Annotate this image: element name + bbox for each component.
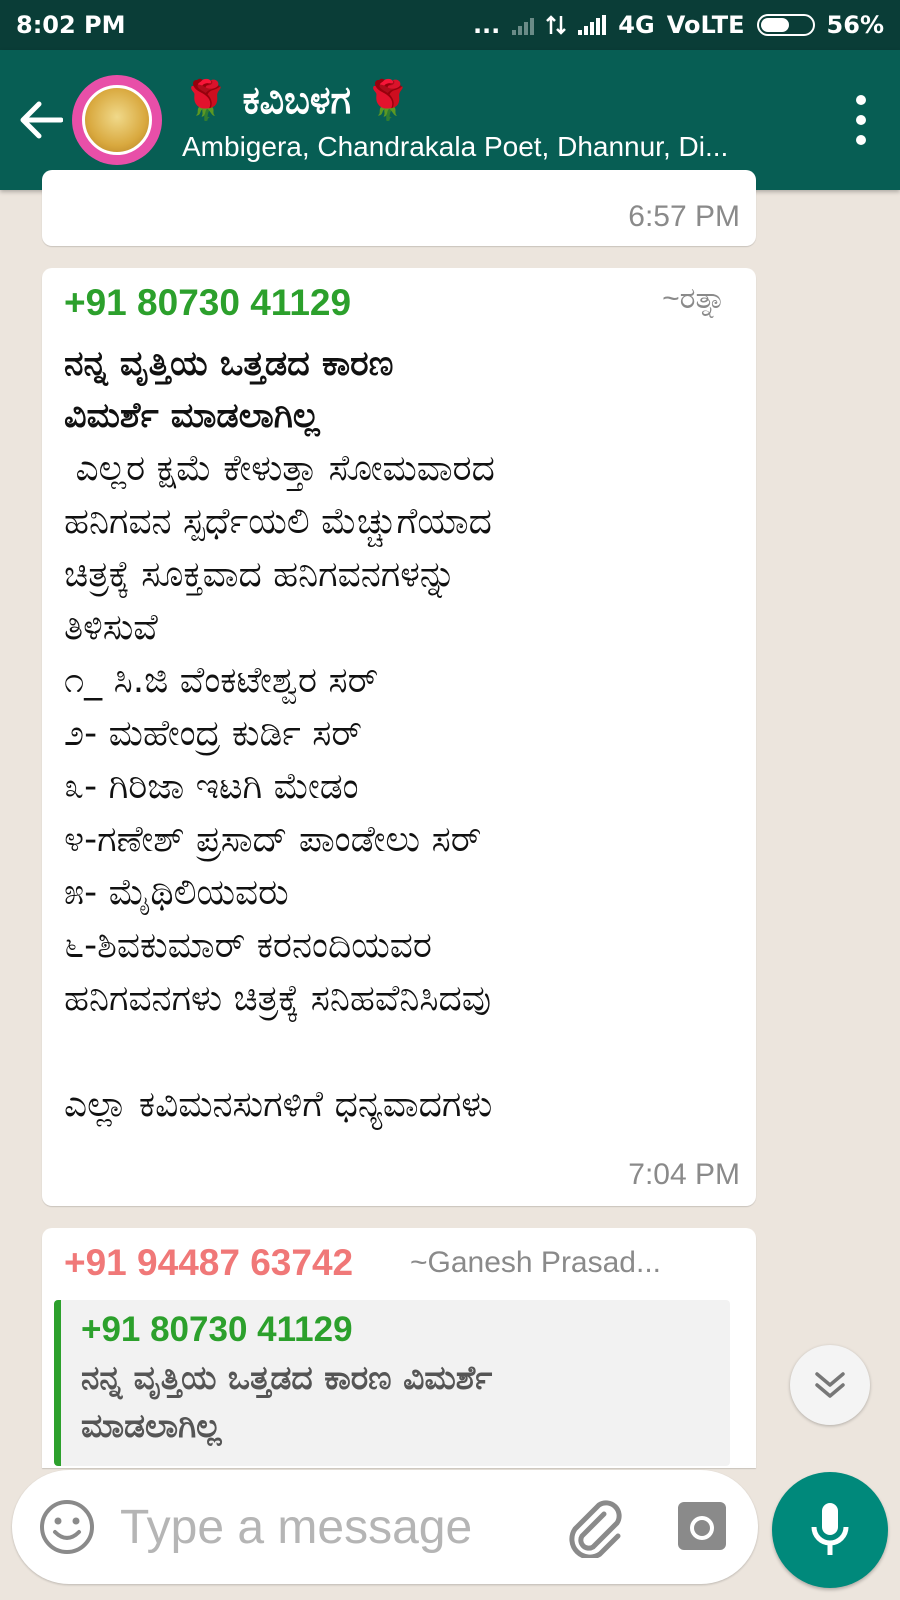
chat-header (0, 50, 900, 190)
volte-label: VoLTE (666, 11, 745, 39)
message-line: ೨- ಮಹೇಂದ್ರ ಕುರ್ಡಿ ಸರ್ (64, 713, 363, 754)
chevron-double-down-icon (813, 1370, 847, 1400)
sender-number[interactable]: +91 80730 41129 (64, 282, 352, 323)
message-bold-line: ವಿಮರ್ಶೆ ಮಾಡಲಾಗಿಲ್ಲ (64, 396, 320, 436)
sender-name: ~ರತ್ನಾ (662, 282, 726, 315)
data-transfer-icon (546, 14, 566, 36)
more-vert-icon[interactable] (846, 95, 876, 145)
rose-icon: 🌹 (182, 77, 230, 122)
message-line: ಹನಿಗವನ ಸ್ಪರ್ಧೆಯಲಿ ಮೆಚ್ಚುಗೆಯಾದ (64, 501, 492, 542)
message-line: ೧_ ಸಿ.ಜಿ ವೆಂಕಟೇಶ್ವರ ಸರ್ (64, 660, 379, 701)
message-line: ಹನಿಗವನಗಳು ಚಿತ್ರಕ್ಕೆ ಸನಿಹವೆನಿಸಿದವು (64, 978, 492, 1019)
sender-number[interactable]: +91 94487 63742 (64, 1242, 354, 1283)
back-button[interactable] (16, 90, 66, 150)
status-icons (473, 11, 884, 39)
group-avatar[interactable] (72, 75, 162, 165)
message-line: ಚಿತ್ರಕ್ಕೆ ಸೂಕ್ತವಾದ ಹನಿಗವನಗಳನ್ನು (64, 554, 457, 595)
quoted-text-line: ಮಾಡಲಾಗಿಲ್ಲ (81, 1406, 222, 1445)
message-time: 6:57 PM (628, 200, 740, 233)
message-line: ತಿಳಿಸುವೆ (64, 607, 158, 648)
status-time: 8:02 PM (16, 11, 126, 39)
quoted-sender: +91 80730 41129 (81, 1310, 353, 1349)
message-line (64, 1025, 744, 1078)
message-line: ೩- ಗಿರಿಜಾ ಇಟಗಿ ಮೇಡಂ (64, 766, 359, 807)
battery-icon (757, 14, 815, 36)
message-line: ೪-ಗಣೇಶ್ ಪ್ರಸಾದ್ ಪಾಂಡೇಲು ಸರ್ (64, 819, 482, 860)
group-title (182, 78, 802, 123)
quoted-text-line: ನನ್ನ ವೃತ್ತಿಯ ಒತ್ತಡದ ಕಾರಣ ವಿಮರ್ಶೆ (81, 1358, 493, 1397)
avatar-image (82, 85, 152, 155)
quoted-message[interactable] (54, 1300, 730, 1466)
mic-button[interactable] (772, 1472, 888, 1588)
message-line: ಎಲ್ಲಾ ಕವಿಮನಸುಗಳಿಗೆ ಧನ್ಯವಾದಗಳು (64, 1084, 493, 1125)
mic-icon (810, 1501, 850, 1559)
paperclip-icon[interactable] (564, 1496, 624, 1558)
scroll-down-button[interactable] (790, 1345, 870, 1425)
chat-info[interactable] (182, 78, 802, 163)
message-bold-line: ನನ್ನ ವೃತ್ತಿಯ ಒತ್ತಡದ ಕಾರಣ (64, 344, 394, 384)
overflow-dots: ... (472, 11, 501, 39)
rose-icon: 🌹 (364, 77, 412, 122)
message-composer (12, 1470, 758, 1584)
message-line: ಎಲ್ಲರ ಕ್ಷಮೆ ಕೇಳುತ್ತಾ ಸೋಮವಾರದ (64, 448, 495, 489)
back-arrow-icon (19, 100, 63, 140)
message-line: ೬-ಶಿವಕುಮಾರ್ ಕರನಂದಿಯವರ (64, 925, 432, 966)
camera-icon[interactable] (676, 1500, 728, 1552)
sender-name: ~Ganesh Prasad... (410, 1246, 661, 1279)
network-type: 4G (618, 11, 655, 39)
signal-weak-icon (512, 15, 534, 35)
message-bubble[interactable] (42, 1228, 756, 1468)
message-time: 7:04 PM (628, 1158, 740, 1191)
battery-percent: 56% (826, 11, 884, 39)
message-bubble[interactable] (42, 170, 756, 246)
emoji-icon[interactable] (38, 1498, 96, 1556)
group-members: Ambigera, Chandrakala Poet, Dhannur, Di... (182, 130, 729, 162)
message-body (64, 338, 744, 1131)
message-input[interactable] (120, 1490, 520, 1564)
group-name: ಕವಿಬಳಗ (242, 77, 352, 122)
signal-strength-icon (578, 15, 606, 35)
message-line: ೫- ಮೈಥಿಲಿಯವರು (64, 872, 289, 913)
message-bubble[interactable] (42, 268, 756, 1206)
status-bar (0, 0, 900, 50)
